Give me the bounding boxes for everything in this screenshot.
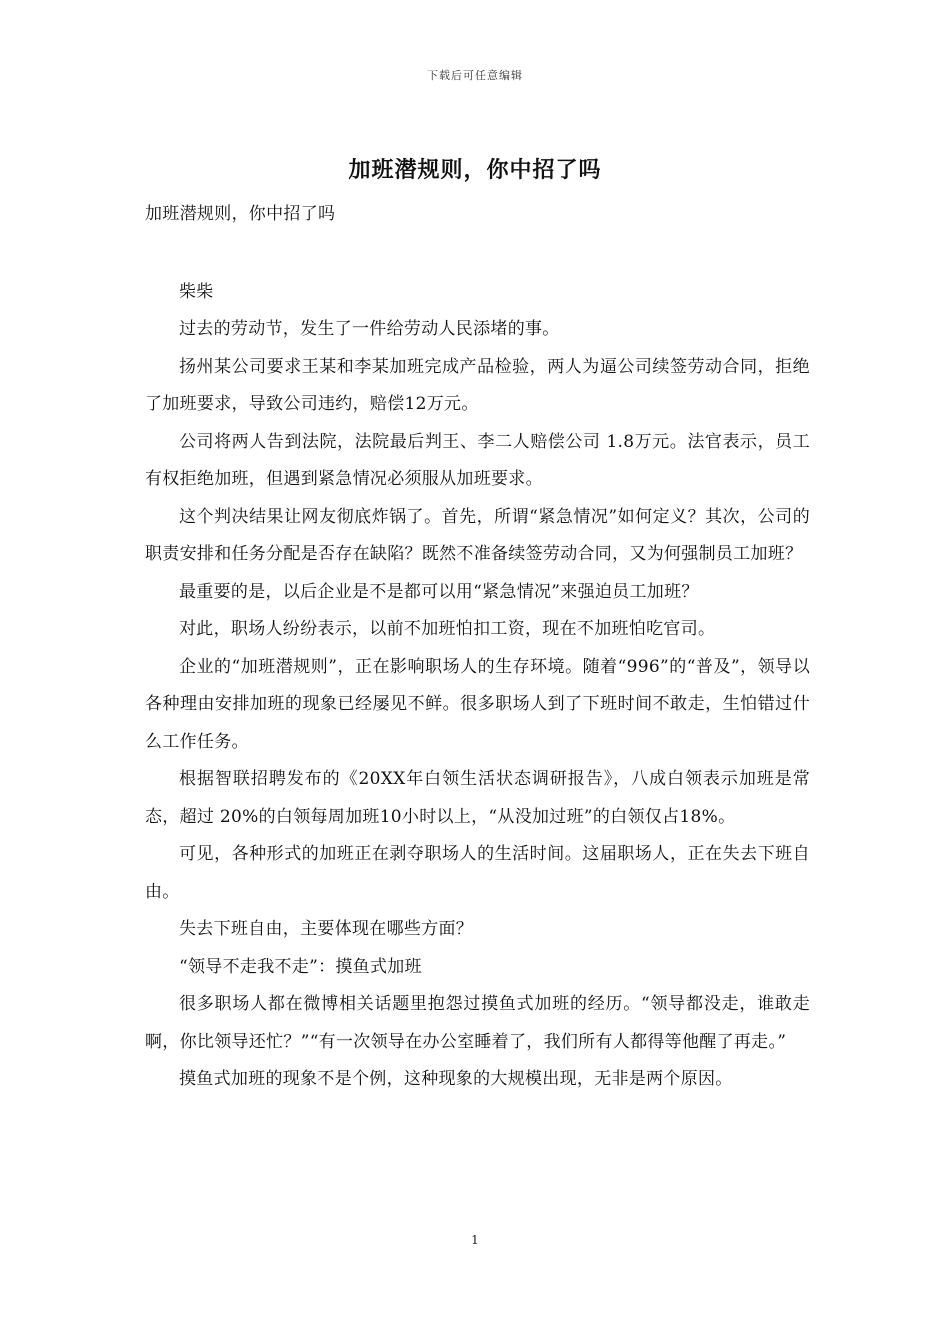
header-note: 下载后可任意编辑 [427, 69, 523, 82]
document-body [145, 196, 810, 1099]
paragraph: 根据智联招聘发布的《20XX年白领生活状态调研报告》，八成白领表示加班是常态，超过 20%的白领每周加班10小时以上，“从没加过班”的白领仅占18%。 [145, 769, 810, 827]
author-line: 柴柴 [179, 281, 214, 302]
document-title: 加班潜规则，你中招了吗 [348, 157, 602, 183]
blank-line [145, 234, 810, 274]
paragraph: 扬州某公司要求王某和李某加班完成产品检验，两人为逼公司续签劳动合同，拒绝了加班要求，导致公司违约，赔偿12万元。 [145, 356, 810, 414]
paragraph: 很多职场人都在微博相关话题里抱怨过摸鱼式加班的经历。“领导都没走，谁敢走啊，你比领导还忙？”“有一次领导在办公室睡着了，我们所有人都得等他醒了再走。” [145, 994, 810, 1052]
paragraph: 可见，各种形式的加班正在剥夺职场人的生活时间。这届职场人，正在失去下班自由。 [145, 844, 810, 902]
subtitle-line: 加班潜规则，你中招了吗 [145, 204, 336, 224]
section-heading: “领导不走我不走”：摸鱼式加班 [179, 956, 422, 977]
paragraph: 公司将两人告到法院，法院最后判王、李二人赔偿公司 1.8万元。法官表示，员工有权拒绝加班，但遇到紧急情况必须服从加班要求。 [145, 431, 810, 489]
paragraph: 摸鱼式加班的现象不是个例，这种现象的大规模出现，无非是两个原因。 [179, 1069, 733, 1089]
paragraph: 失去下班自由，主要体现在哪些方面？ [179, 919, 474, 939]
paragraph: 过去的劳动节，发生了一件给劳动人民添堵的事。 [179, 319, 560, 339]
paragraph: 企业的“加班潜规则”，正在影响职场人的生存环境。随着“996”的“普及”，领导以各种理由安排加班的现象已经屡见不鲜。很多职场人到了下班时间不敢走，生怕错过什么工作任务。 [145, 656, 810, 752]
page-number: 1 [471, 1233, 479, 1247]
paragraph: 这个判决结果让网友彻底炸锅了。首先，所谓“紧急情况”如何定义？其次，公司的职责安排和任务分配是否存在缺陷？既然不准备续签劳动合同，又为何强制员工加班？ [145, 506, 810, 564]
paragraph: 对此，职场人纷纷表示，以前不加班怕扣工资，现在不加班怕吃官司。 [179, 619, 716, 639]
paragraph: 最重要的是，以后企业是不是都可以用“紧急情况”来强迫员工加班？ [179, 581, 699, 602]
